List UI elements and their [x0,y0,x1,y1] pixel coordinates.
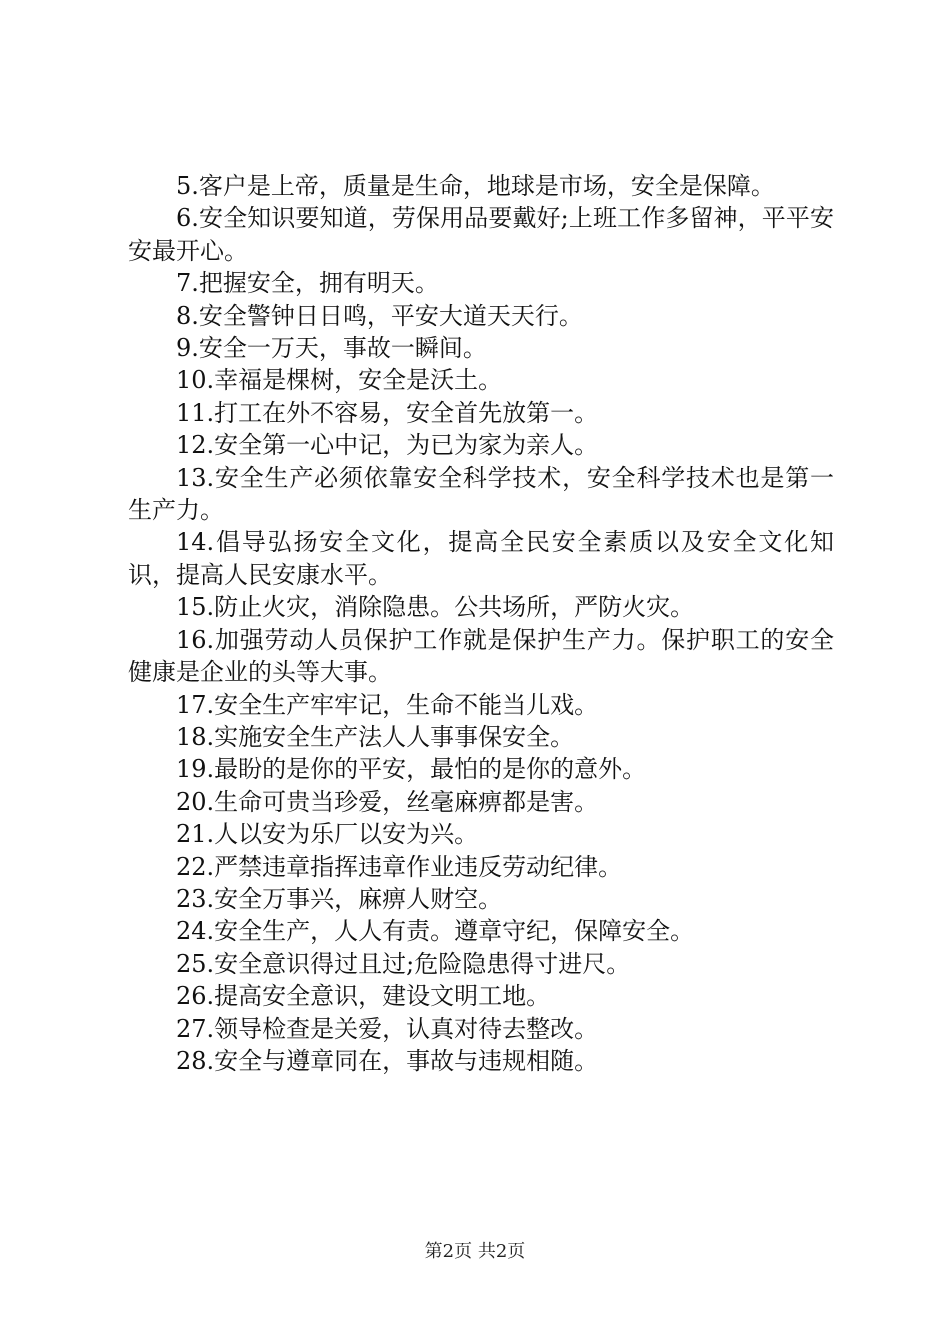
list-item: 13.安全生产必须依靠安全科学技术，安全科学技术也是第一生产力。 [128,463,834,525]
list-item: 16.加强劳动人员保护工作就是保护生产力。保护职工的安全健康是企业的头等大事。 [128,625,834,687]
list-item: 18.实施安全生产法人人事事保安全。 [176,722,575,751]
list-item: 8.安全警钟日日鸣，平安大道天天行。 [176,301,583,330]
list-item: 11.打工在外不容易，安全首先放第一。 [176,398,599,427]
list-item: 26.提高安全意识，建设文明工地。 [176,982,551,1011]
list-item: 28.安全与遵章同在，事故与违规相随。 [176,1046,599,1075]
slogan-list [128,170,834,1077]
list-item: 15.防止火灾，消除隐患。公共场所，严防火灾。 [176,593,695,622]
page-footer: 第2页 共2页 [424,1241,526,1262]
list-item: 22.严禁违章指挥违章作业违反劳动纪律。 [176,852,623,881]
list-item: 10.幸福是棵树，安全是沃土。 [176,366,503,395]
list-item: 6.安全知识要知道，劳保用品要戴好;上班工作多留神，平平安安最开心。 [128,204,834,265]
list-item: 9.安全一万天，事故一瞬间。 [176,334,487,363]
list-item: 21.人以安为乐厂以安为兴。 [176,820,479,849]
list-item: 23.安全万事兴，麻痹人财空。 [176,884,503,913]
list-item: 5.客户是上帝，质量是生命，地球是市场，安全是保障。 [176,172,775,200]
list-item: 24.安全生产，人人有责。遵章守纪，保障安全。 [176,917,695,946]
list-item: 27.领导检查是关爱，认真对待去整改。 [176,1014,599,1043]
list-item: 17.安全生产牢牢记，生命不能当儿戏。 [176,690,599,719]
list-item: 25.安全意识得过且过;危险隐患得寸进尺。 [176,949,631,978]
list-item: 12.安全第一心中记，为已为家为亲人。 [176,431,599,460]
list-item: 20.生命可贵当珍爱，丝毫麻痹都是害。 [176,787,599,816]
list-item: 19.最盼的是你的平安，最怕的是你的意外。 [176,755,647,784]
list-item: 14.倡导弘扬安全文化，提高全民安全素质以及安全文化知识，提高人民安康水平。 [128,528,834,589]
list-item: 7.把握安全，拥有明天。 [176,269,439,298]
